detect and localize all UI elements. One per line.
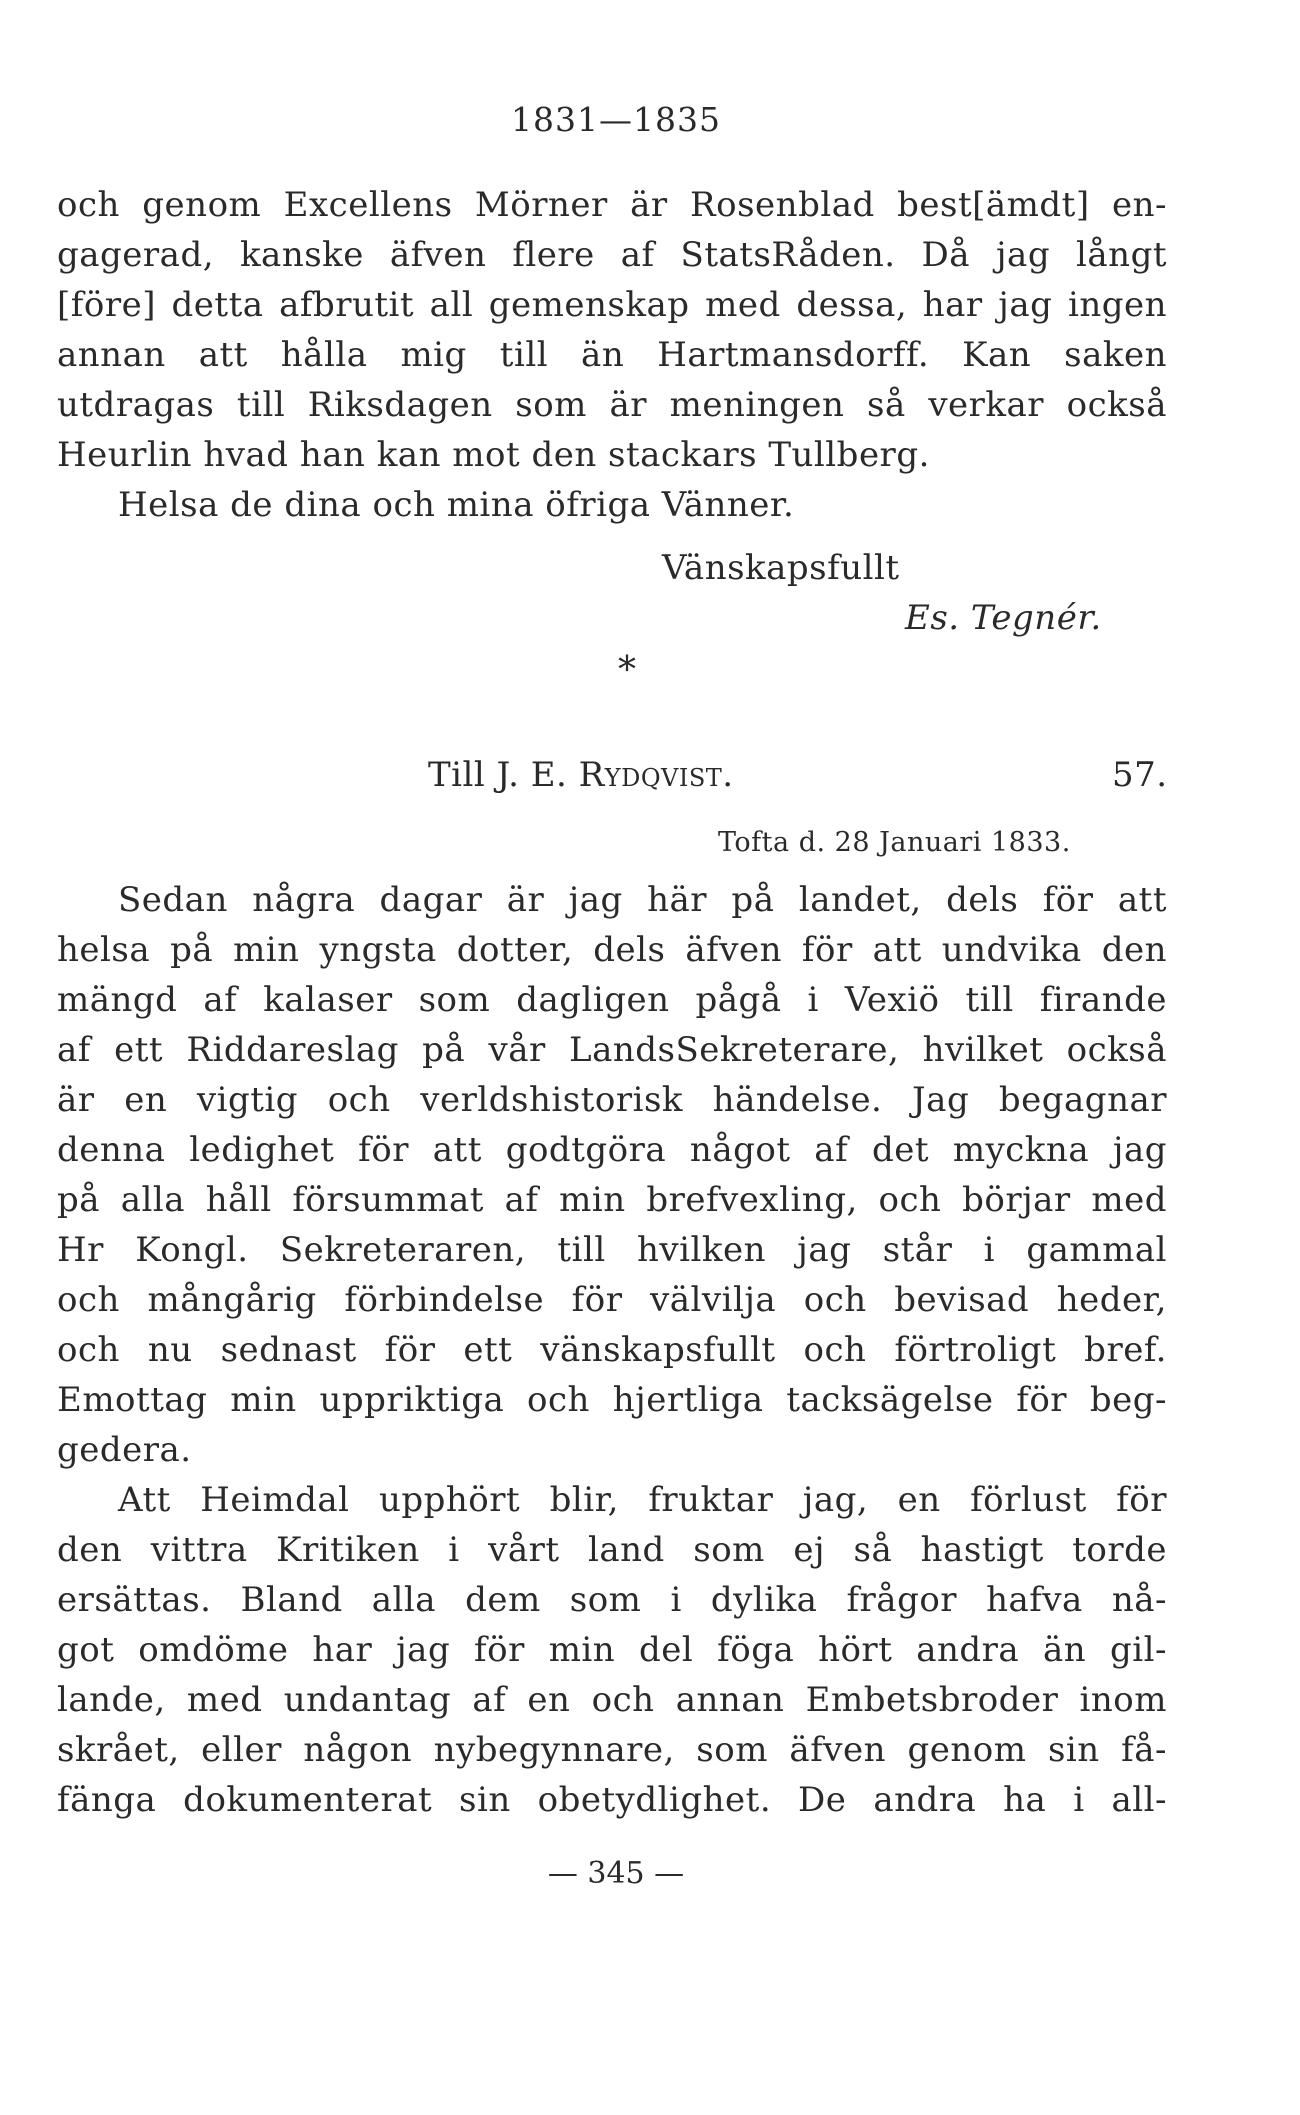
text-line: Hr Kongl. Sekreteraren, till hvilken jag står i gammal <box>57 1230 1167 1270</box>
text-line: af ett Riddareslag på vår LandsSekreterare, hvilket också <box>57 1030 1167 1070</box>
text-line: Att Heimdal upphört blir, fruktar jag, en förlust för <box>118 1480 1167 1520</box>
text-line: helsa på min yngsta dotter, dels äfven för att undvika den <box>57 930 1167 970</box>
closing: Vänskapsfullt <box>662 548 900 588</box>
text-line: denna ledighet för att godtgöra något af det myckna jag <box>57 1130 1167 1170</box>
text-line: lande, med undantag af en och annan Embetsbroder inom <box>57 1680 1167 1720</box>
recipient-name: Rydqvist. <box>578 755 734 795</box>
text-line: [före] detta afbrutit all gemenskap med dessa, har jag ingen <box>57 285 1167 325</box>
text-line: är en vigtig och verldshistorisk händelse. Jag begagnar <box>57 1080 1167 1120</box>
text-line: mängd af kalaser som dagligen pågå i Vexiö till firande <box>57 980 1167 1020</box>
text-line: och genom Excellens Mörner är Rosenblad best[ämdt] en- <box>57 185 1167 225</box>
text-line: Heurlin hvad han kan mot den stackars Tullberg. <box>57 435 930 475</box>
dateline: Tofta d. 28 Januari 1833. <box>718 827 1071 858</box>
signature: Es. Tegnér. <box>905 598 1102 638</box>
text-line: den vittra Kritiken i vårt land som ej så hastigt torde <box>57 1530 1167 1570</box>
text-line: gedera. <box>57 1430 192 1470</box>
page-number: — 345 — <box>547 1856 685 1891</box>
text-line: på alla håll försummat af min brefvexling, och börjar med <box>57 1180 1167 1220</box>
text-line: Emottag min uppriktiga och hjertliga tacksägelse för beg- <box>57 1380 1167 1420</box>
text-line: fänga dokumenterat sin obetydlighet. De andra ha i all- <box>57 1780 1167 1820</box>
letter-recipient <box>428 755 734 795</box>
running-header: 1831—1835 <box>511 100 721 139</box>
recipient-prefix: Till J. E. <box>428 755 579 795</box>
greeting: Helsa de dina och mina öfriga Vänner. <box>118 485 795 525</box>
letter-number: 57. <box>1112 755 1168 795</box>
separator-asterisk: * <box>618 650 636 691</box>
text-line: ersättas. Bland alla dem som i dylika frågor hafva nå- <box>57 1580 1167 1620</box>
text-line: annan att hålla mig till än Hartmansdorff. Kan saken <box>57 335 1167 375</box>
text-line: got omdöme har jag för min del föga hört andra än gil- <box>57 1630 1167 1670</box>
text-line: utdragas till Riksdagen som är meningen så verkar också <box>57 385 1167 425</box>
text-line: och nu sednast för ett vänskapsfullt och förtroligt bref. <box>57 1330 1167 1370</box>
text-line: och mångårig förbindelse för välvilja och bevisad heder, <box>57 1280 1167 1320</box>
text-line: gagerad, kanske äfven flere af StatsRåden. Då jag långt <box>57 235 1167 275</box>
text-line: Sedan några dagar är jag här på landet, dels för att <box>118 880 1167 920</box>
text-line: skrået, eller någon nybegynnare, som äfven genom sin få- <box>57 1730 1167 1770</box>
